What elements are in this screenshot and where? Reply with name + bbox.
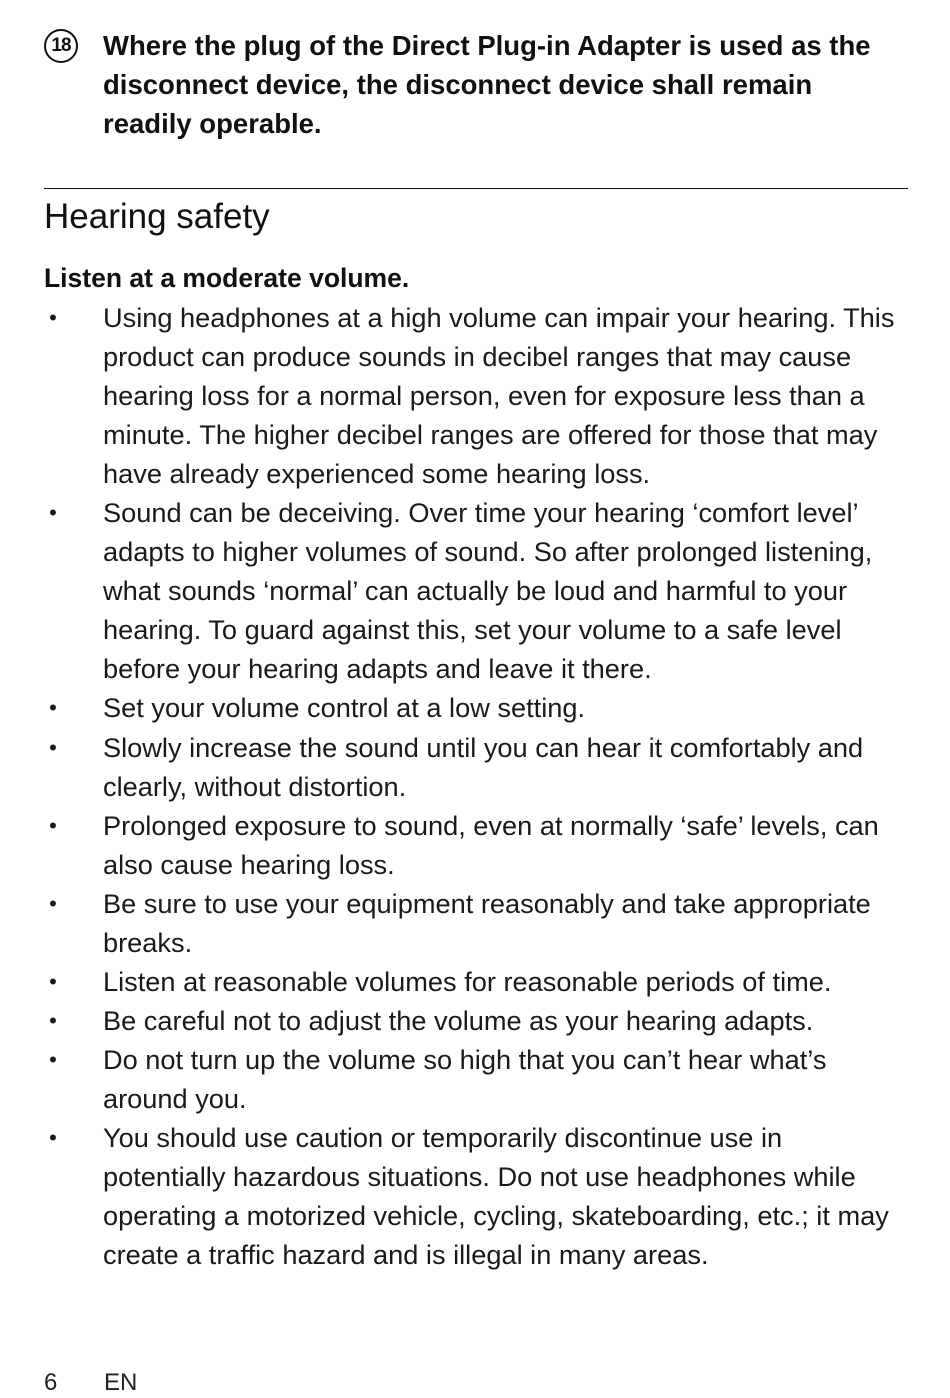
list-item-text: You should use caution or temporarily discontinue use in potentially hazardous situations. Do not use headphones while operating a motorized vehicle, cycling, skateboarding, etc.; it may create a traffic hazard and is illegal in many areas.	[103, 1121, 889, 1271]
list-item	[44, 298, 910, 493]
hearing-safety-list	[44, 298, 910, 1274]
bullet-icon: •	[49, 1046, 57, 1072]
numbered-note-text: Where the plug of the Direct Plug-in Adapter is used as the disconnect device, the disconnect device shall remain readily operable.	[103, 30, 871, 139]
list-item-text: Sound can be deceiving. Over time your hearing ‘comfort level’ adapts to higher volumes of sound. So after prolonged listening, what sounds ‘normal’ can actually be loud and harmful to your hearing. To guard against this, set your volume to a safe level before your hearing adapts and leave it there.	[103, 497, 873, 685]
list-item	[44, 806, 910, 884]
bullet-icon: •	[49, 812, 57, 838]
list-item-text: Using headphones at a high volume can impair your hearing. This product can produce sounds in decibel ranges that may cause hearing loss for a normal person, even for exposure less than a minute. The higher decibel ranges are offered for those that may have already experienced some hearing loss.	[103, 302, 895, 490]
bullet-icon: •	[49, 968, 57, 994]
list-item-text: Prolonged exposure to sound, even at normally ‘safe’ levels, can also cause hearing loss.	[103, 809, 879, 880]
bullet-icon: •	[49, 734, 57, 760]
bullet-icon: •	[49, 305, 57, 330]
list-item-text: Do not turn up the volume so high that you can’t hear what’s around you.	[103, 1043, 827, 1114]
bullet-icon: •	[49, 1007, 57, 1033]
list-item	[44, 1001, 910, 1040]
bullet-icon: •	[49, 695, 57, 721]
language-code: EN	[104, 1369, 138, 1396]
list-item	[44, 962, 910, 1001]
list-item	[44, 1040, 910, 1118]
bullet-icon: •	[49, 500, 57, 526]
bullet-icon: •	[49, 1124, 57, 1150]
list-item-text: Listen at reasonable volumes for reasonable periods of time.	[103, 965, 832, 997]
list-item-text: Set your volume control at a low setting.	[103, 692, 586, 724]
section-title: Hearing safety	[44, 197, 270, 236]
circled-number-badge: 18	[44, 29, 78, 63]
list-item-text: Be careful not to adjust the volume as your hearing adapts.	[103, 1004, 814, 1036]
section-subheading: Listen at a moderate volume.	[44, 263, 410, 293]
list-item	[44, 1118, 910, 1274]
list-item	[44, 688, 910, 727]
list-item	[44, 493, 910, 688]
bullet-icon: •	[49, 890, 57, 916]
list-item-text: Be sure to use your equipment reasonably and take appropriate breaks.	[103, 887, 871, 958]
list-item-text: Slowly increase the sound until you can hear it comfortably and clearly, without distortion.	[103, 731, 864, 802]
section-divider	[44, 188, 908, 189]
list-item	[44, 884, 910, 962]
page-number: 6	[44, 1369, 58, 1396]
page-footer	[44, 1368, 137, 1398]
list-item	[44, 728, 910, 806]
numbered-safety-note	[44, 26, 910, 143]
